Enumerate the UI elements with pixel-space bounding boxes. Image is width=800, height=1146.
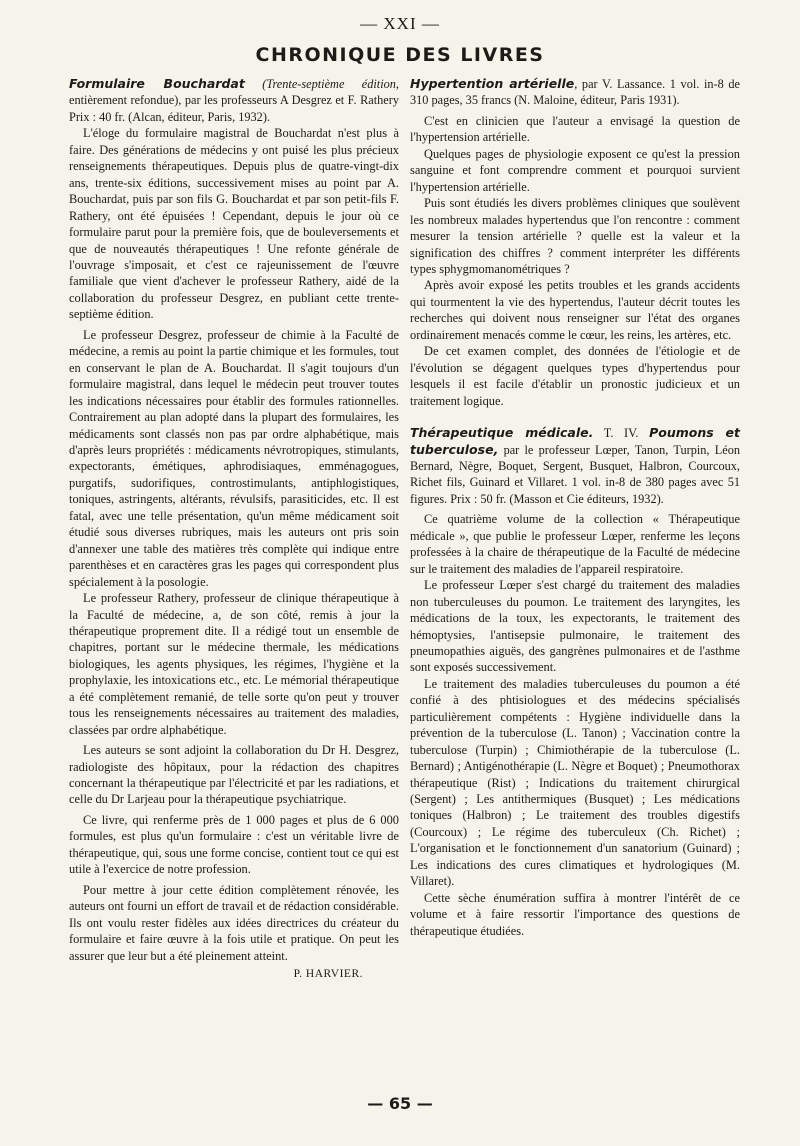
- review-paragraph: Après avoir exposé les petits troubles et les grands accidents qui tourmentent la vie des hypertendus, l'auteur décrit toutes les recherches qui doivent nous renseigner sur l'état des organes ordinairement menacés comme le cœur, les reins, les artères, etc.: [410, 278, 740, 342]
- review-paragraph: L'éloge du formulaire magistral de Bouchardat n'est plus à faire. Des générations de médecins y ont puisé les plus précieux renseignements thérapeutiques. Depuis plus de quatre-vingt-dix ans, trente-six éditions, successivement mises au point par A. Bouchardat, puis par son fils G. Bouchardat et par son petit-fils F. Rathery, ont été épuisées ! Cependant, depuis le jour où ce formulaire parut pour la première fois, que de bouleversements et que de nouveautés thérapeutiques ! Une refonte générale de l'ouvrage s'imposait, et c'est ce rajeunissement de l'œuvre familiale que vient d'achever le professeur Rathery, aidé de la collaboration du professeur Desgrez, en publiant cette trente-septième édition.: [69, 126, 399, 322]
- right-column: [410, 76, 740, 939]
- review-paragraph: Quelques pages de physiologie exposent ce qu'est la pression sanguine et font comprendre comment et pourquoi survient l'hypertension artérielle.: [410, 146, 740, 194]
- review-paragraph: Le professeur Desgrez, professeur de chimie à la Faculté de médecine, a remis au point la partie chimique et les formules, tout en conservant le plan de A. Bouchardat. Il s'agit toujours d'un formulaire magistral, dans lequel le médecin peut trouver toutes les indications nécessaires pour établir des formules rationnelles. Contrairement au plan adopté dans la plupart des formulaires, les médicaments sont classés non pas par ordre alphabétique, mais d'après leurs propriétés : médicaments névrotropiques, stimulants, expectorants, émétiques, aphrodisiaques, emménagogues, purgatifs, sudorifiques, controstimulants, antiphlogistiques, toniques, astringents, altérants, révulsifs, parasiticides, etc. Il est fatal, avec une telle présentation, qu'un même médicament soit étudié sous diverses rubriques, mais les auteurs ont pris soin d'annexer une table des matières très complète qui indique entre parenthèses et en caractères gras les pages qui correspondent plus spécialement à la posologie.: [69, 327, 399, 589]
- review-paragraph: Les auteurs se sont adjoint la collaboration du Dr H. Desgrez, radiologiste des hôpitaux, pour la rédaction des chapitres concernant la thérapeutique par l'électricité et par les radiations, et celle du Dr Larjeau pour la thérapeutique psychiatrique.: [69, 743, 399, 807]
- roman-folio: — XXI —: [360, 14, 440, 33]
- review-heading-hypertension: [410, 76, 740, 109]
- book-title: Hypertention artérielle: [410, 76, 575, 91]
- book-subject: Poumons et tuberculose,: [410, 425, 740, 457]
- review-heading-therapeutique: [410, 425, 740, 507]
- book-citation: par le professeur Lœper, Tanon, Turpin, Léon Bernard, Nègre, Boquet, Sergent, Busquet, Halbron, Courcoux, Richet fils, Guinard et Villaret. 1 vol. in-8 de 380 pages avec 51 figures. Prix : 50 fr. (Masson et Cie éditeurs, 1932).: [410, 442, 741, 506]
- book-citation: , par V. Lassance. 1 vol. in-8 de 310 pages, 35 francs (N. Maloine, éditeur, Paris 1931).: [410, 77, 740, 108]
- left-column: [69, 76, 399, 982]
- book-volume: T. IV.: [603, 426, 639, 441]
- review-paragraph: Cette sèche énumération suffira à montrer l'intérêt de ce volume et à faire ressortir l'importance des questions de thérapeutique étudiées.: [410, 890, 740, 938]
- review-paragraph: Puis sont étudiés les divers problèmes cliniques que soulèvent les nombreux malades hypertendus que l'on rencontre : comment mesurer la tension artérielle ? quelle est la valeur et la signification des chiffres ? comment interpréter les différents types sphygmomanométriques ?: [410, 196, 740, 276]
- review-paragraph: C'est en clinicien que l'auteur a envisagé la question de l'hypertension artérielle.: [410, 113, 740, 145]
- review-paragraph: De cet examen complet, des données de l'étiologie et de l'évolution se dégagent quelques types d'hypertendus pour lesquels il est facile d'établir un pronostic judicieux et un traitement logique.: [410, 344, 740, 408]
- reviewer-signature: P. HARVIER.: [293, 968, 363, 981]
- book-title: Formulaire Bouchardat: [69, 76, 245, 91]
- book-edition: (Trente-septième édition,: [262, 77, 400, 91]
- review-paragraph: Ce livre, qui renferme près de 1 000 pages et plus de 6 000 formules, est plus qu'un formulaire : c'est un véritable livre de thérapeutique, qui, sous une forme concise, contient tout ce qui est utile à l'exercice de notre profession.: [69, 812, 399, 877]
- review-paragraph: Le traitement des maladies tuberculeuses du poumon a été confié à des phtisiologues et des médecins spécialisés particulièrement compétents : Hygiène individuelle dans la prévention de la tuberculose (L. Tanon) ; Vaccination contre la tuberculose (Turpin) ; Chimiothérapie de la tuberculose (L. Bernard) ; Antigénothérapie (L. Nègre et Boquet) ; Pneumothorax thérapeutique (Rist) ; Indications du traitement chirurgical (Sergent) ; Les antithermiques (Busquet) ; Les médications toniques (Halbron) ; Le traitement des troubles digestifs (Courcoux) ; Le régime des tuberculeux (Ch. Richet) ; L'organisation et le fonctionnement d'un sanatorium (Guinard) ; Les indications des cures climatiques et hydrologiques (M. Villaret).: [410, 676, 740, 889]
- review-paragraph: Pour mettre à jour cette édition complètement rénovée, les auteurs ont fourni un effort de travail et de rédaction considérable. Ils ont voulu rester fidèles aux idées directrices du créateur du formulaire et faire œuvre à la fois utile et pratique. On peut les assurer que leur but a été pleinement atteint.: [69, 882, 399, 963]
- book-title: Thérapeutique médicale.: [410, 425, 594, 441]
- page-number: — 65 —: [367, 1094, 433, 1113]
- book-citation: entièrement refondue), par les professeurs A Desgrez et F. Rathery Prix : 40 fr. (Alcan, éditeur, Paris, 1932).: [69, 93, 399, 124]
- review-paragraph: Le professeur Rathery, professeur de clinique thérapeutique à la Faculté de médecine, a, de son côté, remis à jour la thérapeutique proprement dite. Il a rédigé tout un ensemble de chapitres, portant sur le médecine thermale, les médications biologiques, les agents physiques, les régimes, l'hygiène et la prophylaxie, les intoxications etc., etc. Le mémorial thérapeutique a été complètement remanié, de telle sorte qu'on peut y trouver tous les renseignements nécessaires au traitement des maladies, classées par ordre alphabétique.: [69, 591, 399, 737]
- review-paragraph: Ce quatrième volume de la collection « Thérapeutique médicale », que publie le professeur Lœper, renferme les leçons professées à la chaire de thérapeutique de la Faculté de médecine sur le traitement des maladies de l'appareil respiratoire.: [410, 512, 740, 576]
- review-paragraph: Le professeur Lœper s'est chargé du traitement des maladies non tuberculeuses du poumon. Le traitement des laryngites, les médications de la toux, les expectorants, le traitement des hémoptysies, l'antisepsie pulmonaire, le traitement des pneumopathies aiguës, des gangrènes pulmonaires et de l'asthme sont exposés successivement.: [410, 578, 740, 675]
- review-heading-bouchardat: [69, 76, 399, 125]
- section-title: CHRONIQUE DES LIVRES: [255, 44, 545, 66]
